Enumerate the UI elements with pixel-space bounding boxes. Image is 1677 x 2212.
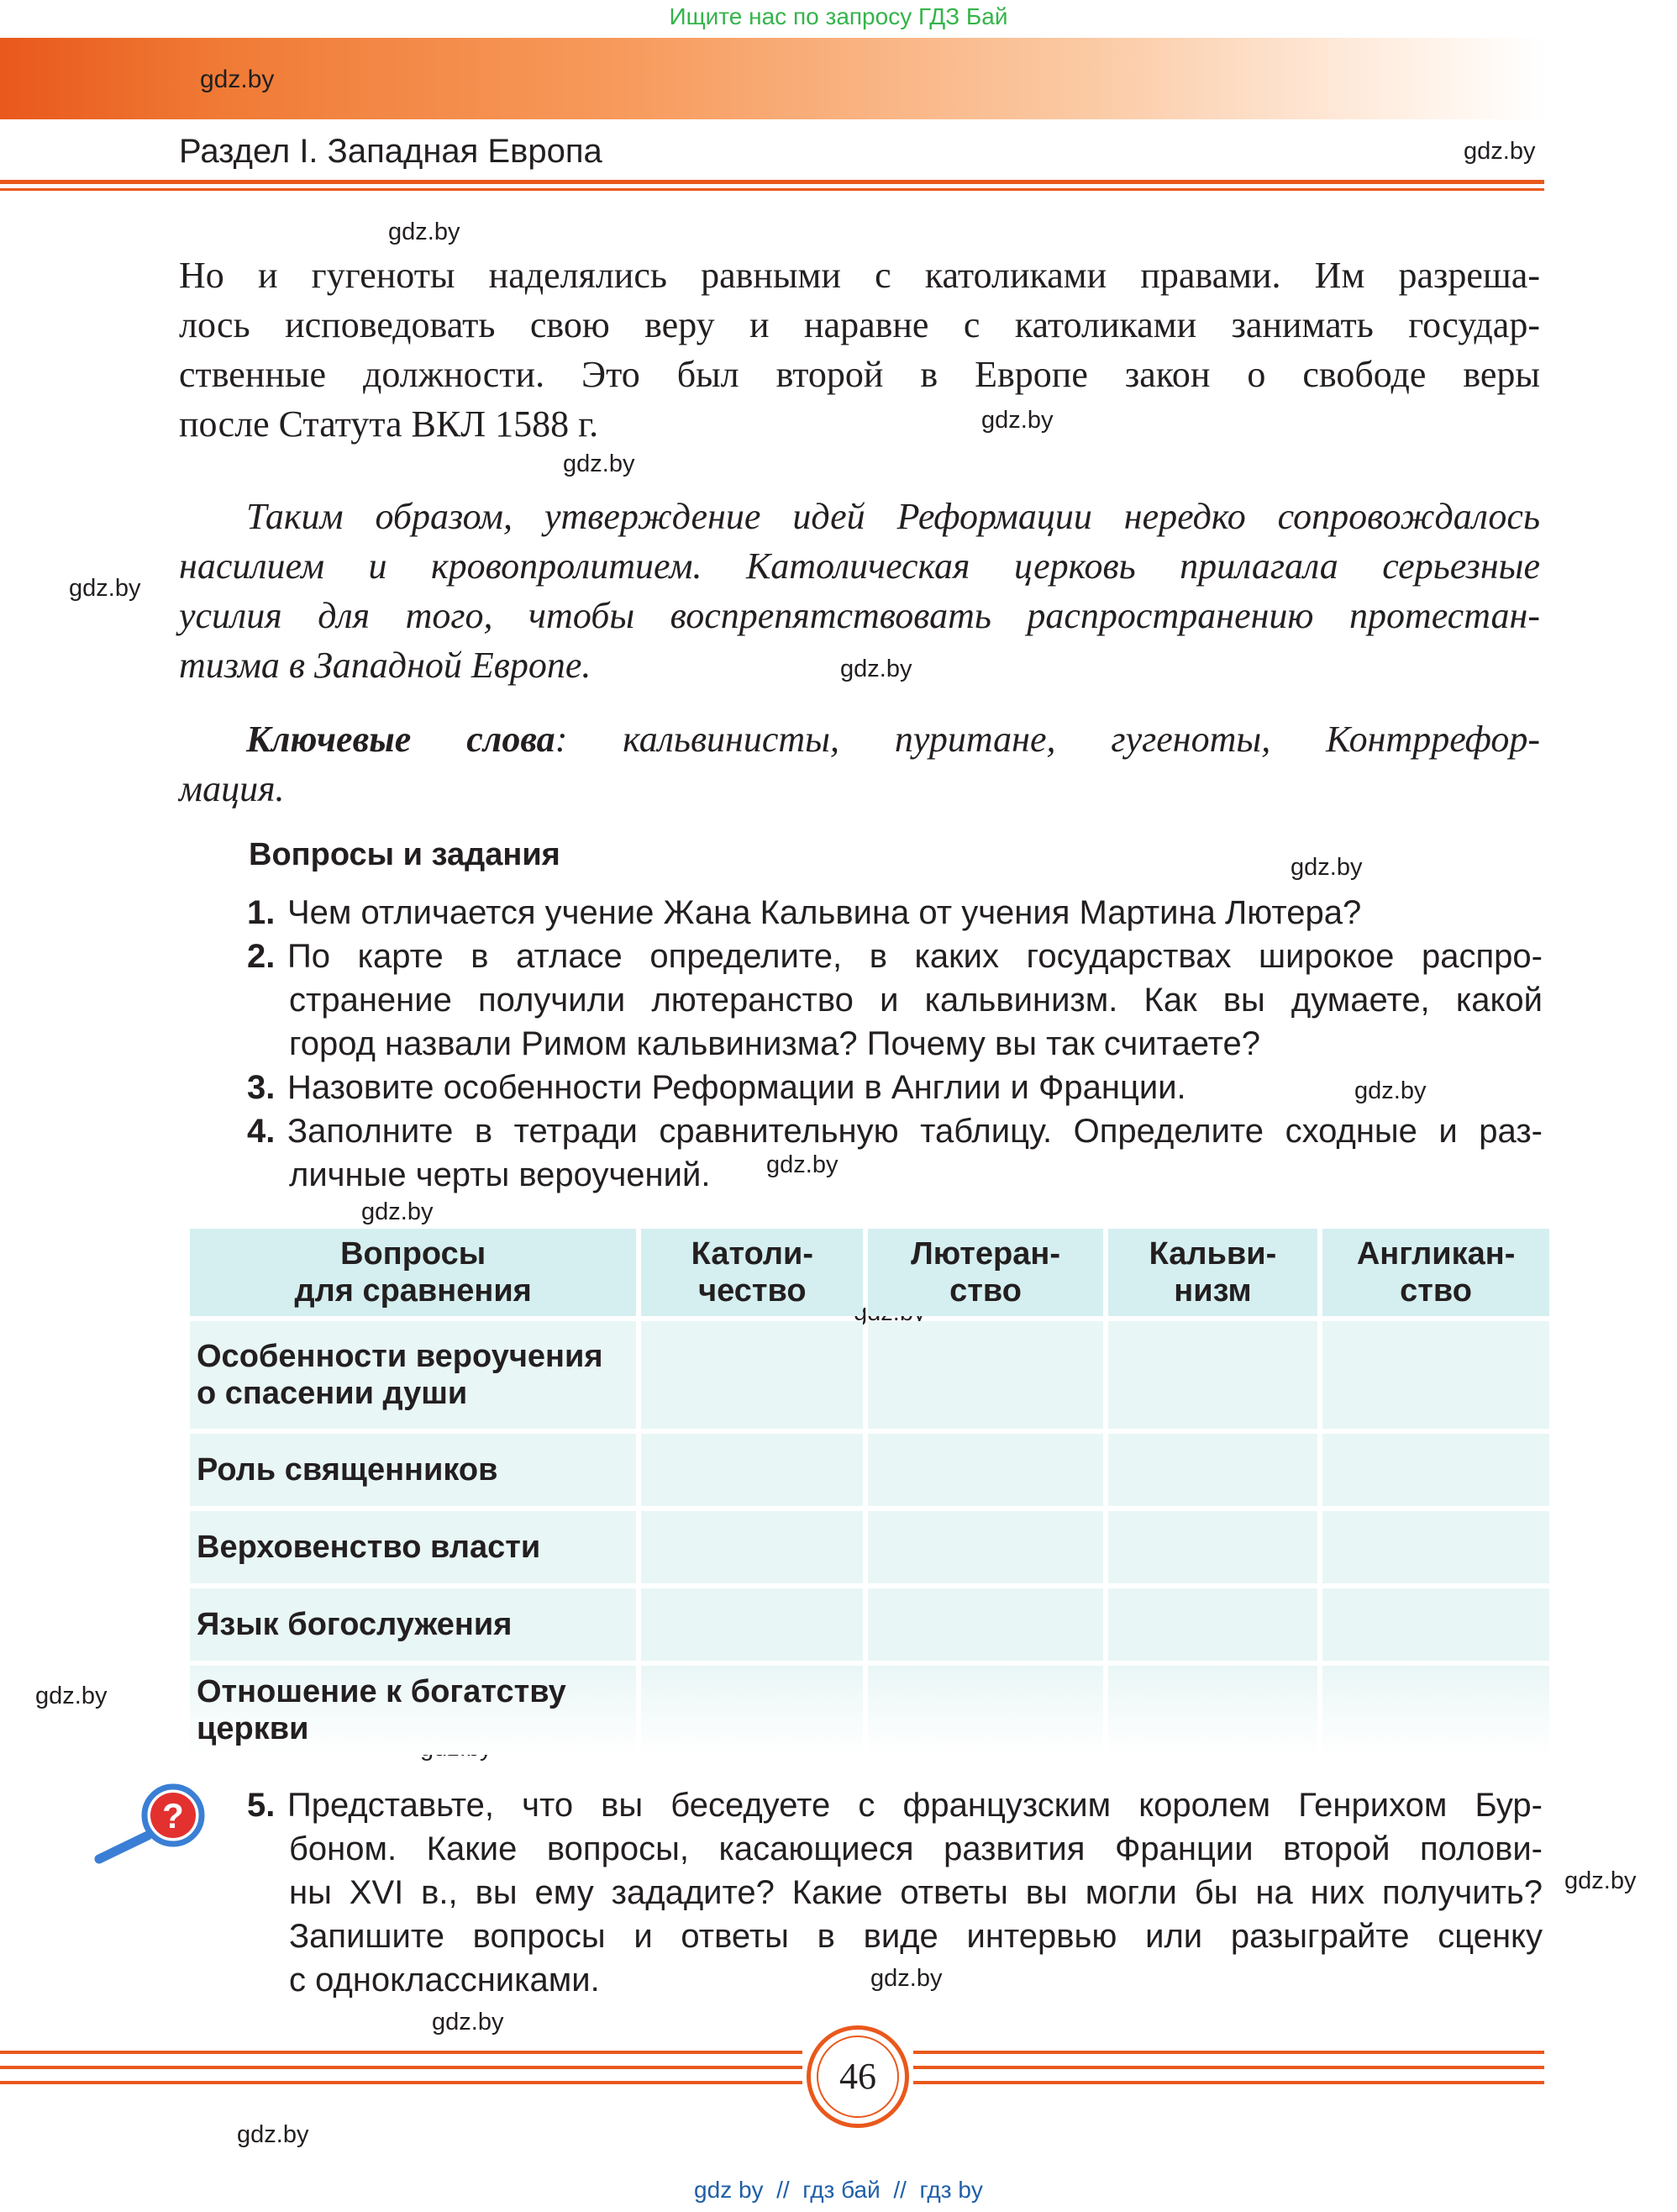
- paragraph-conclusion: [179, 492, 1540, 690]
- table-cell: [1322, 1588, 1549, 1661]
- table-cell: [868, 1434, 1102, 1506]
- watermark: gdz.by: [1354, 1077, 1427, 1104]
- table-cell: [1322, 1434, 1549, 1506]
- watermark: gdz.by: [35, 1683, 108, 1709]
- table-cell: [1322, 1666, 1549, 1755]
- table-cell: [868, 1666, 1102, 1755]
- watermark: gdz.by: [870, 1965, 943, 1992]
- watermark: gdz.by: [1291, 854, 1363, 881]
- question-item-5: [247, 1783, 1543, 2002]
- table-cell: [1322, 1511, 1549, 1583]
- table-cell: [641, 1434, 863, 1506]
- text-line: Но и гугеноты наделялись равными с католиками правами. Им разреша-: [179, 255, 1540, 296]
- footer-separator: //: [776, 2177, 790, 2203]
- table-cell: [1108, 1434, 1317, 1506]
- header-rule-1: [0, 180, 1544, 184]
- question-text: Запишите вопросы и ответы в виде интервью или разыграйте сценку: [289, 1918, 1543, 1955]
- footer-rule-4: [913, 2051, 1544, 2054]
- question-text: странение получили лютеранство и кальвинизм. Как вы думаете, какой: [289, 982, 1543, 1019]
- watermark: gdz.by: [69, 575, 141, 602]
- table-header-row: [190, 1229, 1549, 1316]
- footer-link[interactable]: гдз by: [919, 2177, 983, 2203]
- keywords-text: : кальвинисты, пуритане, гугеноты, Контррефор-: [555, 719, 1540, 760]
- watermark: gdz.by: [563, 450, 635, 477]
- keywords-line-2: мация.: [179, 768, 285, 809]
- footer-rule-2: [0, 2066, 802, 2069]
- watermark: gdz.by: [361, 1198, 434, 1225]
- question-text: город назвали Римом кальвинизма? Почему вы так считаете?: [289, 1025, 1260, 1062]
- footer-rule-3: [0, 2081, 802, 2084]
- paragraph-hugenots: [179, 250, 1540, 449]
- table-cell: [1322, 1321, 1549, 1429]
- comparison-table: [185, 1224, 1554, 1760]
- footer-links: [0, 2177, 1677, 2204]
- question-text: личные черты вероучений.: [289, 1156, 711, 1193]
- text-line: Таким образом, утверждение идей Реформации нередко сопровождалось: [246, 496, 1540, 537]
- question-text: Представьте, что вы беседуете с французским королем Генрихом Бур-: [287, 1787, 1543, 1824]
- table-cell: [868, 1321, 1102, 1429]
- top-search-banner[interactable]: Ищите нас по запросу ГДЗ Бай: [669, 3, 1008, 29]
- question-text: ны XVI в., вы ему зададите? Какие ответы вы могли бы на них получить?: [289, 1874, 1543, 1911]
- header-site-label: gdz.by: [200, 66, 275, 93]
- text-line: тизма в Западной Европе.: [179, 645, 591, 686]
- question-text: По карте в атласе определите, в каких государствах широкое распро-: [287, 938, 1543, 975]
- question-item-3: [247, 1066, 1543, 1109]
- table-cell: [1108, 1321, 1317, 1429]
- table-row-label: Отношение к богатству церкви: [190, 1666, 636, 1755]
- footer-rule-5: [913, 2066, 1544, 2069]
- keywords-paragraph: [179, 714, 1540, 814]
- table-row: [190, 1588, 1549, 1661]
- table-header-cell: Кальви- низм: [1108, 1229, 1317, 1316]
- question-magnifier-icon: [92, 1775, 210, 1876]
- table-row: [190, 1434, 1549, 1506]
- question-item-4: [247, 1109, 1543, 1197]
- question-text: Чем отличается учение Жана Кальвина от учения Мартина Лютера?: [287, 894, 1362, 931]
- question-item-1: [247, 891, 1543, 935]
- text-line: ственные должности. Это был второй в Европе закон о свободе веры: [179, 354, 1540, 395]
- page-number: 46: [817, 2036, 899, 2118]
- text-line: после Статута ВКЛ 1588 г.: [179, 403, 599, 445]
- text-line: лось исповедовать свою веру и наравне с католиками занимать государ-: [179, 304, 1540, 345]
- footer-rule-6: [913, 2081, 1544, 2084]
- question-text: с одноклассниками.: [289, 1962, 600, 1999]
- question-text: боном. Какие вопросы, касающиеся развития Франции второй полови-: [289, 1830, 1543, 1867]
- text-line: усилия для того, чтобы воспрепятствовать распространению протестан-: [179, 595, 1540, 636]
- table-cell: [868, 1588, 1102, 1661]
- keywords-label: Ключевые слова: [246, 719, 555, 760]
- table-cell: [641, 1588, 863, 1661]
- question-item-2: [247, 935, 1543, 1066]
- watermark: gdz.by: [1464, 138, 1536, 165]
- watermark: gdz.by: [981, 407, 1054, 434]
- footer-link[interactable]: гдз бай: [802, 2177, 881, 2203]
- text-line: насилием и кровопролитием. Католическая церковь прилагала серьезные: [179, 545, 1540, 587]
- watermark: gdz.by: [840, 656, 912, 682]
- table-cell: [1108, 1666, 1317, 1755]
- table-cell: [641, 1321, 863, 1429]
- keywords-line: [179, 714, 1540, 764]
- question-number: 3.: [247, 1069, 276, 1106]
- footer-link[interactable]: gdz by: [694, 2177, 764, 2203]
- question-number: 5.: [247, 1787, 276, 1824]
- table-row-label: Язык богослужения: [190, 1588, 636, 1661]
- footer-rule-1: [0, 2051, 802, 2054]
- table-cell: [1108, 1588, 1317, 1661]
- watermark: gdz.by: [432, 2009, 504, 2036]
- question-number: 2.: [247, 938, 276, 975]
- watermark: gdz.by: [766, 1151, 838, 1178]
- table-header-cell: Вопросы для сравнения: [190, 1229, 636, 1316]
- svg-text:?: ?: [162, 1796, 184, 1835]
- table-cell: [641, 1666, 863, 1755]
- watermark: gdz.by: [388, 219, 460, 245]
- watermark: gdz.by: [1564, 1867, 1637, 1894]
- table-row: [190, 1321, 1549, 1429]
- question-text: Заполните в тетради сравнительную таблицу. Определите сходные и раз-: [287, 1113, 1543, 1150]
- table-cell: [868, 1511, 1102, 1583]
- table-row-label: Роль священников: [190, 1434, 636, 1506]
- table-cell: [1108, 1511, 1317, 1583]
- table-row-label: Особенности вероучения о спасении души: [190, 1321, 636, 1429]
- footer-separator: //: [893, 2177, 907, 2203]
- table-cell: [641, 1511, 863, 1583]
- table-header-cell: Англикан- ство: [1322, 1229, 1549, 1316]
- table-row: [190, 1666, 1549, 1755]
- questions-heading: Вопросы и задания: [249, 837, 560, 872]
- table-row-label: Верховенство власти: [190, 1511, 636, 1583]
- table-header-cell: Лютеран- ство: [868, 1229, 1102, 1316]
- question-number: 4.: [247, 1113, 276, 1150]
- question-text: Назовите особенности Реформации в Англии и Франции.: [287, 1069, 1186, 1106]
- table-row: [190, 1511, 1549, 1583]
- question-number: 1.: [247, 894, 276, 931]
- header-rule-2: [0, 188, 1544, 191]
- table-header-cell: Католи- чество: [641, 1229, 863, 1316]
- watermark: gdz.by: [237, 2121, 309, 2148]
- section-title: Раздел I. Западная Европа: [179, 133, 602, 170]
